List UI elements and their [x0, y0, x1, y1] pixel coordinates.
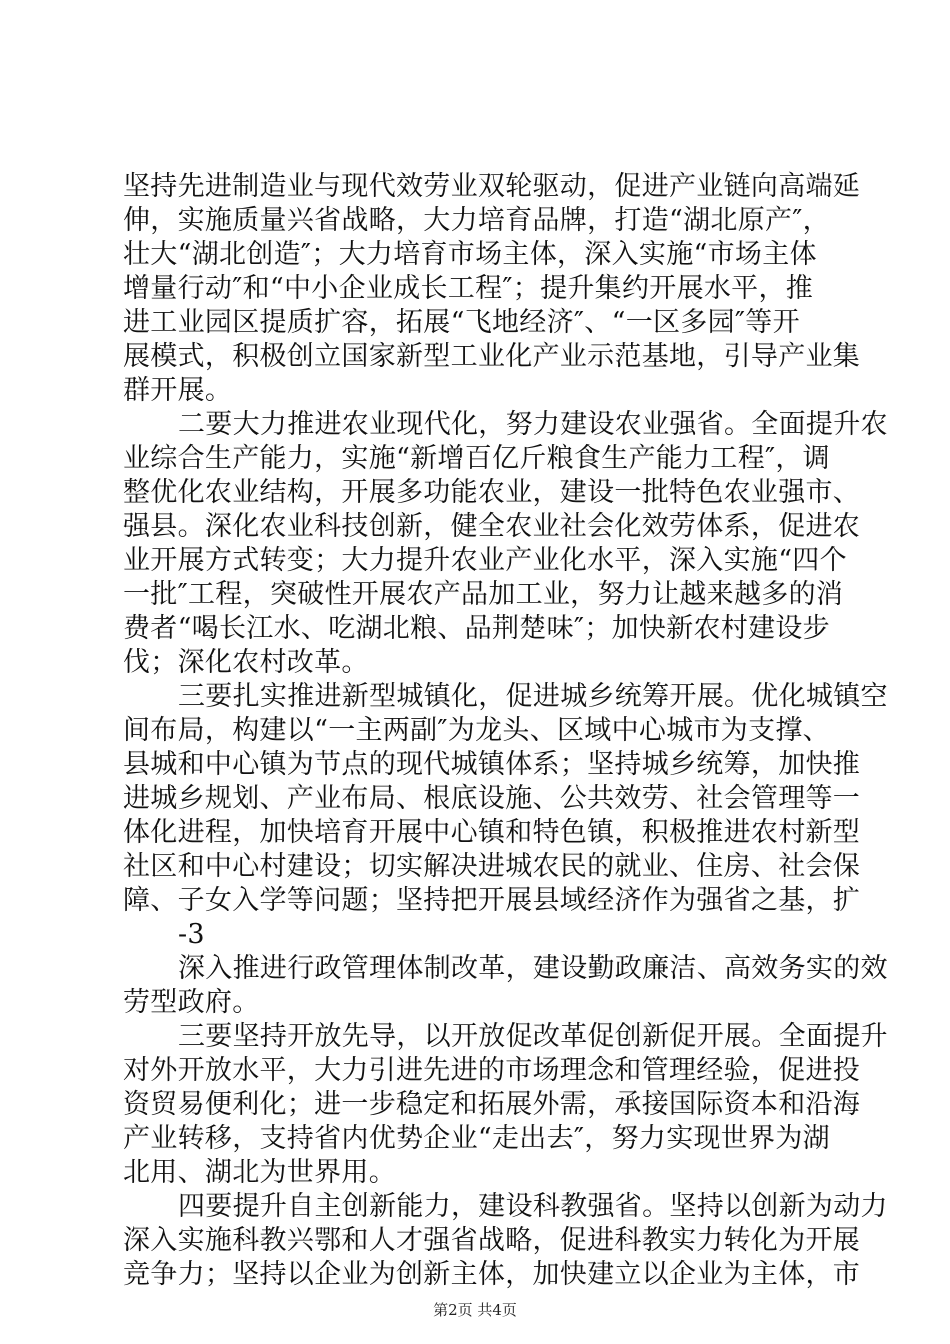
text-line: 深入实施科教兴鄂和人才强省战略，促进科教实力转化为开展 — [123, 1225, 861, 1256]
paragraph-start-line: 三要坚持开放先导，以开放促改革促创新促开展。全面提升 — [178, 1021, 888, 1052]
paragraph-start-line: 二要大力推进农业现代化，努力建设农业强省。全面提升农 — [178, 409, 888, 440]
text-line: 伸，实施质量兴省战略，大力培育品牌，打造“湖北原产″， — [123, 205, 830, 236]
text-line: 伐；深化农村改革。 — [123, 647, 369, 678]
text-line: 壮大“湖北创造″；大力培育市场主体，深入实施“市场主体 — [123, 239, 817, 270]
text-line: 增量行动″和“中小企业成长工程″；提升集约开展水平，推 — [123, 273, 814, 304]
text-line: 进城乡规划、产业布局、根底设施、公共效劳、社会管理等一 — [123, 783, 861, 814]
page-marker: -3 — [178, 919, 205, 950]
text-line: 进工业园区提质扩容，拓展“飞地经济″、“一区多园″等开 — [123, 307, 800, 338]
paragraph-start-line: 深入推进行政管理体制改革，建设勤政廉洁、高效务实的效 — [178, 953, 888, 984]
text-line: 间布局，构建以“一主两副″为龙头、区域中心城市为支撑、 — [123, 715, 830, 746]
text-line: 业综合生产能力，实施“新增百亿斤粮食生产能力工程″，调 — [123, 443, 830, 474]
text-line: 强县。深化农业科技创新，健全农业社会化效劳体系，促进农 — [123, 511, 861, 542]
text-line: 竞争力；坚持以企业为创新主体，加快建立以企业为主体，市 — [123, 1259, 861, 1290]
page-footer: 第2页 共4页 — [433, 1301, 517, 1319]
text-line: 北用、湖北为世界用。 — [123, 1157, 396, 1188]
text-line: 展模式，积极创立国家新型工业化产业示范基地，引导产业集 — [123, 341, 861, 372]
text-line: 资贸易便利化；进一步稳定和拓展外需，承接国际资本和沿海 — [123, 1089, 861, 1120]
text-line: 体化进程，加快培育开展中心镇和特色镇，积极推进农村新型 — [123, 817, 861, 848]
text-line: 整优化农业结构，开展多功能农业，建设一批特色农业强市、 — [123, 477, 861, 508]
text-line: 产业转移，支持省内优势企业“走出去″，努力实现世界为湖 — [123, 1123, 830, 1154]
text-line: 费者“喝长江水、吃湖北粮、品荆楚味″；加快新农村建设步 — [123, 613, 830, 644]
paragraph-start-line: 四要提升自主创新能力，建设科教强省。坚持以创新为动力 — [178, 1191, 888, 1222]
text-line: 社区和中心村建设；切实解决进城农民的就业、住房、社会保 — [123, 851, 861, 882]
text-line: 业开展方式转变；大力提升农业产业化水平，深入实施“四个 — [123, 545, 847, 576]
text-line: 对外开放水平，大力引进先进的市场理念和管理经验，促进投 — [123, 1055, 861, 1086]
text-line: 县城和中心镇为节点的现代城镇体系；坚持城乡统筹，加快推 — [123, 749, 861, 780]
text-line: 群开展。 — [123, 375, 233, 406]
paragraph-start-line: 三要扎实推进新型城镇化，促进城乡统筹开展。优化城镇空 — [178, 681, 888, 712]
text-line: 障、子女入学等问题；坚持把开展县域经济作为强省之基，扩 — [123, 885, 861, 916]
text-line: 劳型政府。 — [123, 987, 260, 1018]
text-line: 一批″工程，突破性开展农产品加工业，努力让越来越多的消 — [123, 579, 844, 610]
text-line: 坚持先进制造业与现代效劳业双轮驱动，促进产业链向高端延 — [123, 171, 861, 202]
